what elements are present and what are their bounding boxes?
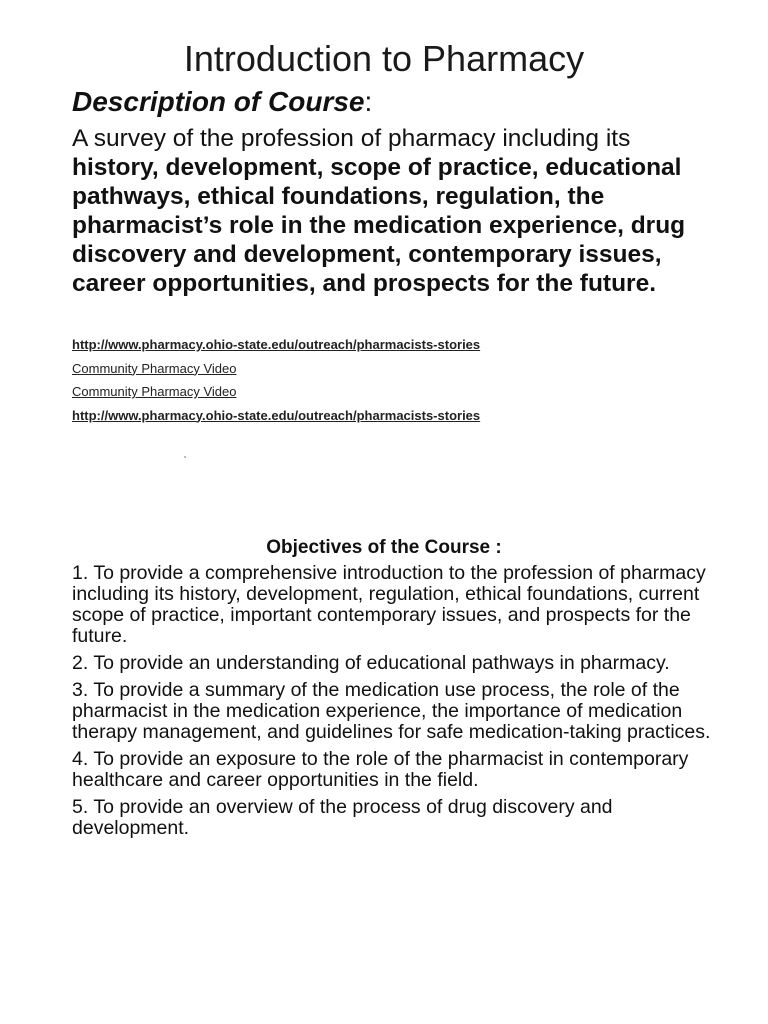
objective-item: 3. To provide a summary of the medication use process, the role of the pharmacist in the medication experience, the importance of medication therapy management, and guidelines for safe medication-taking practices. [72,679,711,743]
page-title: Introduction to Pharmacy [183,38,585,79]
objectives-heading-label: Objectives of the Course [266,537,491,558]
description-heading-colon: : [364,86,373,117]
objective-item: 2. To provide an understanding of educational pathways in pharmacy. [72,652,670,674]
pharmacists-stories-link[interactable]: http://www.pharmacy.ohio-state.edu/outreach/pharmacists-stories [72,407,481,423]
objective-item: 5. To provide an overview of the process of drug discovery and development. [72,796,613,839]
community-pharmacy-video-link[interactable]: Community Pharmacy Video [72,360,237,376]
course-description [72,124,712,298]
description-intro: A survey of the profession of pharmacy including its [72,125,631,152]
pharmacists-stories-link[interactable]: http://www.pharmacy.ohio-state.edu/outreach/pharmacists-stories [72,337,481,352]
description-heading-label: Description of Course [72,86,365,117]
description-heading [72,84,372,120]
scan-artifact [184,456,186,458]
reference-links [72,333,692,427]
objective-item: 1. To provide a comprehensive introduction to the profession of pharmacy including its history, development, regulation, ethical foundations, current scope of practice, important contemporary issues, and prospects for the future. [72,562,706,647]
objective-item: 4. To provide an exposure to the role of the pharmacist in contemporary healthcare and career opportunities in the field. [72,748,689,791]
community-pharmacy-video-link[interactable]: Community Pharmacy Video [72,384,237,399]
objectives-heading [0,535,768,561]
objectives-list [72,563,712,845]
objectives-heading-colon: : [490,537,502,558]
description-topics: history, development, scope of practice, educational pathways, ethical foundations, regulation, the pharmacist’s role in the medication experience, drug discovery and development, contemporary issues, career opportunities, and prospects for the future. [72,154,686,297]
